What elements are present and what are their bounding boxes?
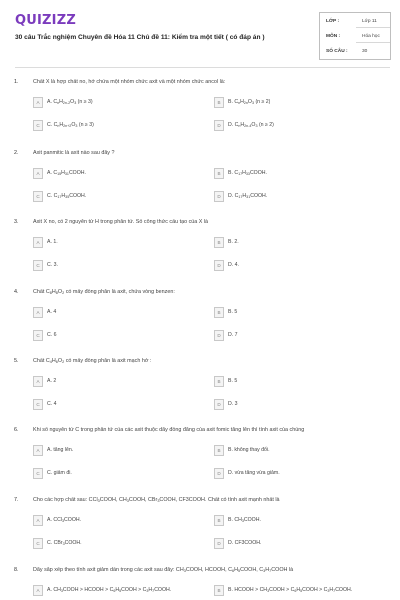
option-letter-box: B [214,237,224,248]
option-letter-box: A [33,97,43,108]
option-text: B. $C_nH_{2n}O_3$ (n ≥ 2) [228,99,271,105]
option-letter-box: B [214,307,224,318]
option-text: A. $C_{15}H_{31}COOH$. [47,170,86,176]
info-value: 30 [362,49,368,54]
option-letter-box: D [214,468,224,479]
divider [356,42,390,43]
option-letter-box: C [33,260,43,271]
info-row-class [320,15,392,29]
option-letter-box: C [33,399,43,410]
info-label: SỐ CÂU : [326,49,348,54]
option-letter-box: D [214,538,224,549]
option-letter-box: C [33,538,43,549]
option-text: D. $C_nH_{2n-4}O_3$ (n ≥ 2) [228,122,274,128]
quizizz-logo: QUIZIZZ [15,13,76,28]
info-value: Lớp 11 [362,19,377,24]
option-text: D. CF3COOH. [228,540,262,546]
question-text: Chất $C_8H_8O_2$ có mấy đồng phân là axit, chứa vòng benzen: [33,289,175,295]
question-number: 1. [14,79,19,85]
option-letter-box: B [214,376,224,387]
option-letter-box: A [33,307,43,318]
header-divider [15,67,390,68]
option-letter-box: B [214,97,224,108]
question-text: Khi số nguyên tử C trong phân tử của các axit thuộc dãy đồng đẳng của axit fomic tăng lên thì tính axit của chúng [33,427,305,433]
option-letter-box: D [214,260,224,271]
option-text: D. vừa tăng vừa giảm. [228,470,280,476]
info-row-subject [320,30,392,44]
option-text: A. tăng lên. [47,447,74,453]
option-letter-box: A [33,585,43,596]
option-letter-box: A [33,237,43,248]
question-number: 2. [14,150,19,156]
option-text: A. 2 [47,378,57,384]
option-text: B. không thay đổi. [228,447,270,453]
question-text: Cho các hợp chất sau: CCl$_3$COOH, $CH_3COOH$, CBr$_3$COOH, CF3COOH. Chất có tính axit mạnh nhất là [33,497,280,503]
option-letter-box: A [33,168,43,179]
option-text: B. 5 [228,378,238,384]
question-text: Dãy sắp xếp theo tính axit giảm dần trong các axit sau đây: $CH_3COOH$, HCOOH, $C_6H_5COOH$, $C_3H_7COOH$ là [33,567,294,573]
option-text: B. $CH_3COOH$. [228,517,261,523]
option-letter-box: B [214,515,224,526]
option-text: B. 2. [228,239,239,245]
option-text: B. HCOOH > $CH_3COOH$ > $C_6H_5COOH$ > $C_3H_7COOH$. [228,587,353,593]
option-text: B. $C_{17}H_{33}COOH$. [228,170,267,176]
option-text: D. 4. [228,262,239,268]
option-text: D. 7 [228,332,238,338]
info-value: Hóa học [362,34,380,39]
option-letter-box: D [214,120,224,131]
question-text: Chất $C_4H_6O_2$ có mấy đồng phân là axit mạch hở : [33,358,152,364]
option-letter-box: D [214,330,224,341]
question-number: 4. [14,289,19,295]
question-text: Chất X là hợp chất no, hở chứa một nhóm chức axit và một nhóm chức ancol là: [33,79,226,85]
option-text: A. $C_nH_{2n-2}O_3$ (n ≥ 3) [47,99,93,105]
option-text: C. giảm đi. [47,470,72,476]
option-letter-box: A [33,515,43,526]
option-letter-box: A [33,445,43,456]
option-text: C. 4 [47,401,57,407]
option-text: C. CBr$_3$COOH. [47,540,82,546]
question-number: 8. [14,567,19,573]
option-text: C. 3. [47,262,58,268]
option-text: C. $C_nH_{2n+2}O_3$ (n ≥ 3) [47,122,94,128]
option-text: B. 5 [228,309,238,315]
option-letter-box: D [214,399,224,410]
option-letter-box: D [214,191,224,202]
question-number: 5. [14,358,19,364]
option-text: A. 1. [47,239,58,245]
option-letter-box: C [33,468,43,479]
option-text: A. CCl$_3$COOH. [47,517,82,523]
question-text: Axit X no, có 2 nguyên tử H trong phân tử. Số công thức cấu tạo của X là [33,219,209,225]
option-letter-box: C [33,330,43,341]
question-number: 7. [14,497,19,503]
option-text: A. $CH_3COOH$ > HCOOH > $C_6H_5COOH$ > $C_3H_7COOH$. [47,587,172,593]
option-text: A. 4 [47,309,57,315]
info-box [319,12,391,60]
option-text: C. 6 [47,332,57,338]
option-letter-box: A [33,376,43,387]
question-number: 3. [14,219,19,225]
divider [356,27,390,28]
option-letter-box: B [214,445,224,456]
option-text: C. $C_{17}H_{35}COOH$. [47,193,87,199]
option-letter-box: B [214,585,224,596]
option-text: D. $C_{17}H_{31}COOH$. [228,193,268,199]
document-title: 30 câu Trắc nghiệm Chuyên đề Hóa 11 Chủ đề 11: Kiểm tra một tiết ( có đáp án ) [15,34,265,41]
info-row-count [320,45,392,59]
option-letter-box: B [214,168,224,179]
option-letter-box: C [33,191,43,202]
info-label: LỚP : [326,19,340,24]
question-text: Axit panmitic là axit nào sau đây ? [33,150,115,156]
option-letter-box: C [33,120,43,131]
question-number: 6. [14,427,19,433]
info-label: MÔN : [326,34,341,39]
document-header [0,0,400,74]
option-text: D. 3 [228,401,238,407]
